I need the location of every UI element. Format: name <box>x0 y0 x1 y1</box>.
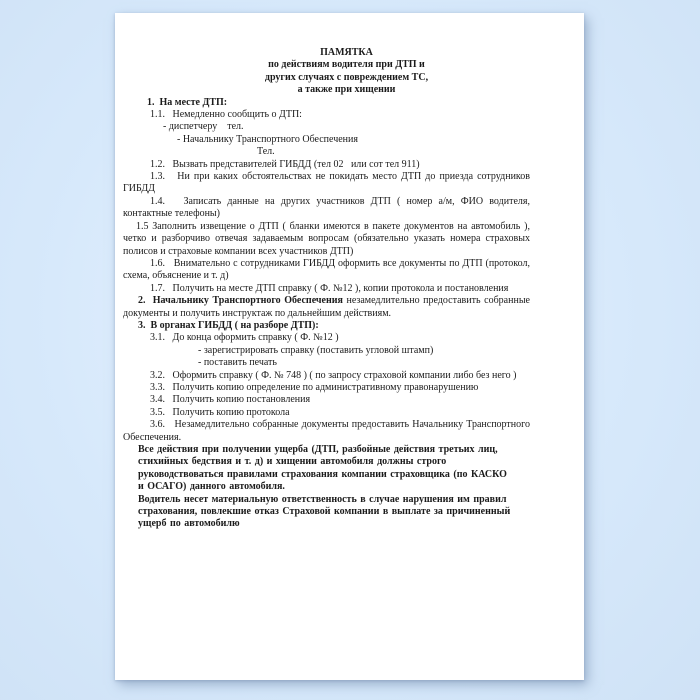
memo-page <box>115 13 584 680</box>
item-3-1-sub-register: - зарегистрировать справку (поставить угловой штамп) <box>198 344 434 356</box>
item-1-4: 1.4. Записать данные на других участников ДТП ( номер а/м, ФИО водителя, контактные телефоны) <box>123 195 530 220</box>
warning-insurance-paragraph: Все действия при получении ущерба (ДТП, разбойные действия третьих лиц, стихийных бедствия и т. д) и хищении автомобиля должны строго руководствоваться правилами страхования компании страховщика (по КАСКО и ОСАГО) данного автомобиля. <box>138 444 507 493</box>
item-3-5: 3.5. Получить копию протокола <box>150 406 290 418</box>
item-3-1: 3.1. До конца оформить справку ( Ф. №12 ) <box>150 332 339 344</box>
title-line-4: а также при хищении <box>297 84 396 96</box>
title-line-1: ПАМЯТКА <box>320 47 373 58</box>
paragraph-text: незамедлительно предоставить собранные документы и получить инструктаж по дальнейшим действиям. <box>123 295 530 319</box>
title-line-3: других случаях с повреждением ТС, <box>264 71 429 83</box>
section-1-heading: 1. На месте ДТП: <box>147 96 228 108</box>
item-1-6: 1.6. Внимательно с сотрудниками ГИБДД оформить все документы по ДТП (протокол, схема, объяснение и т. д) <box>123 257 530 282</box>
item-1-5: 1.5 Заполнить извещение о ДТП ( бланки имеются в пакете документов на автомобиль ), четко и разборчиво отвечая задаваемым вопросам (обязательно указать номера страховых полисов и страховые компании всех участников ДТП) <box>123 220 530 257</box>
warning-driver-liability-paragraph: Водитель несет материальную ответственность в случае нарушения им правил страхования, повлекшие отказ Страховой компании в выплате за причиненный ущерб по автомобилю <box>138 493 511 530</box>
item-1-2: 1.2. Вызвать представителей ГИБДД (тел 02 или сот тел 911) <box>150 158 420 170</box>
item-3-6: 3.6. Незамедлительно собранные документы предоставить Начальнику Транспортного Обеспечения. <box>123 419 530 443</box>
item-3-2: 3.2. Оформить справку ( Ф. № 748 ) ( по запросу страховой компании либо без него ) <box>150 369 517 381</box>
item-1-7: 1.7. Получить на месте ДТП справку ( Ф. №12 ), копии протокола и постановления <box>150 282 509 294</box>
item-3-3: 3.3. Получить копию определение по административному правонарушению <box>150 381 479 393</box>
item-3-4: 3.4. Получить копию постановления <box>150 394 311 406</box>
item-1-3: 1.3. Ни при каких обстоятельствах не покидать место ДТП до приезда сотрудников ГИБДД <box>123 171 530 195</box>
item-1-1: 1.1. Немедленно сообщить о ДТП: <box>150 109 302 121</box>
line-tel: Тел. <box>257 146 275 158</box>
line-transport-chief: - Начальнику Транспортного Обеспечения <box>177 133 358 145</box>
item-3-1-sub-stamp: - поставить печать <box>198 357 277 369</box>
section-2-paragraph <box>123 295 570 320</box>
section-3-heading: 3. В органах ГИБДД ( на разборе ДТП): <box>138 319 319 331</box>
line-dispatcher: - диспетчеру тел. <box>163 121 244 133</box>
title-line-2: по действиям водителя при ДТП и <box>268 59 425 71</box>
paragraph-bold-lead: 2. Начальнику Транспортного Обеспечения <box>138 295 347 307</box>
